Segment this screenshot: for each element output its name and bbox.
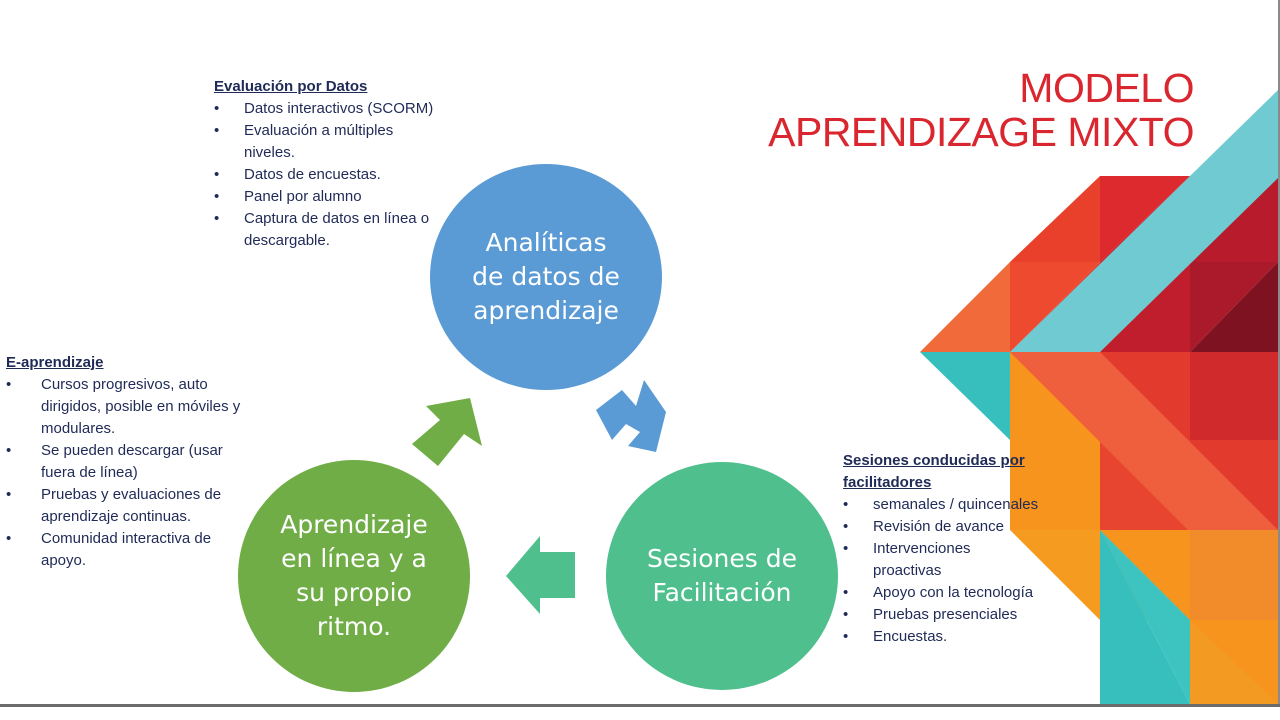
analytics-label-line: de datos de <box>472 262 620 291</box>
online-label-line: su propio <box>296 578 412 607</box>
list-item: • Panel por alumno <box>214 186 444 208</box>
list-item: • Revisión de avance <box>843 516 1043 538</box>
slide-title <box>768 66 1194 154</box>
sessions-circle <box>606 462 838 690</box>
list-item: • Comunidad interactiva de apoyo. <box>6 528 252 572</box>
data-evaluation-heading: Evaluación por Datos <box>214 78 368 95</box>
sessions-label-line: Sesiones de <box>647 544 797 573</box>
analytics-label-line: aprendizaje <box>473 296 619 325</box>
title-line-2: APRENDIZAGE MIXTO <box>768 109 1194 155</box>
list-item: • Pruebas y evaluaciones de aprendizaje continuas. <box>6 484 252 528</box>
list-item: • Cursos progresivos, auto dirigidos, posible en móviles y modulares. <box>6 374 252 440</box>
online-learning-circle <box>238 460 470 692</box>
title-line-1: MODELO <box>1019 65 1194 111</box>
list-item: • Captura de datos en línea o descargable. <box>214 208 444 252</box>
list-item: • Se pueden descargar (usar fuera de línea) <box>6 440 252 484</box>
online-label-line: ritmo. <box>316 612 392 641</box>
list-item: • Intervenciones proactivas <box>843 538 1043 582</box>
arrow-online-to-analytics <box>412 398 482 466</box>
arrow-analytics-to-sessions <box>596 380 666 452</box>
list-item: • Pruebas presenciales <box>843 604 1043 626</box>
slide-bottom-border <box>0 704 1280 707</box>
list-item: • Apoyo con la tecnología <box>843 582 1043 604</box>
list-item: • semanales / quincenales <box>843 494 1043 516</box>
online-label-line: Aprendizaje <box>280 510 428 539</box>
list-item: • Evaluación a múltiples niveles. <box>214 120 444 164</box>
e-learning-block <box>6 352 252 572</box>
arrow-sessions-to-online <box>506 536 575 614</box>
facilitated-sessions-heading: Sesiones conducidas por facilitadores <box>843 452 1025 491</box>
list-item: • Datos interactivos (SCORM) <box>214 98 444 120</box>
list-item: • Datos de encuestas. <box>214 164 444 186</box>
list-item: • Encuestas. <box>843 626 1043 648</box>
analytics-label-line: Analíticas <box>485 228 607 257</box>
analytics-circle <box>430 164 662 390</box>
sessions-label-line: Facilitación <box>652 578 792 607</box>
facilitated-sessions-block <box>843 450 1043 648</box>
data-evaluation-block <box>214 76 444 252</box>
e-learning-heading: E-aprendizaje <box>6 354 104 371</box>
online-label-line: en línea y a <box>281 544 427 573</box>
